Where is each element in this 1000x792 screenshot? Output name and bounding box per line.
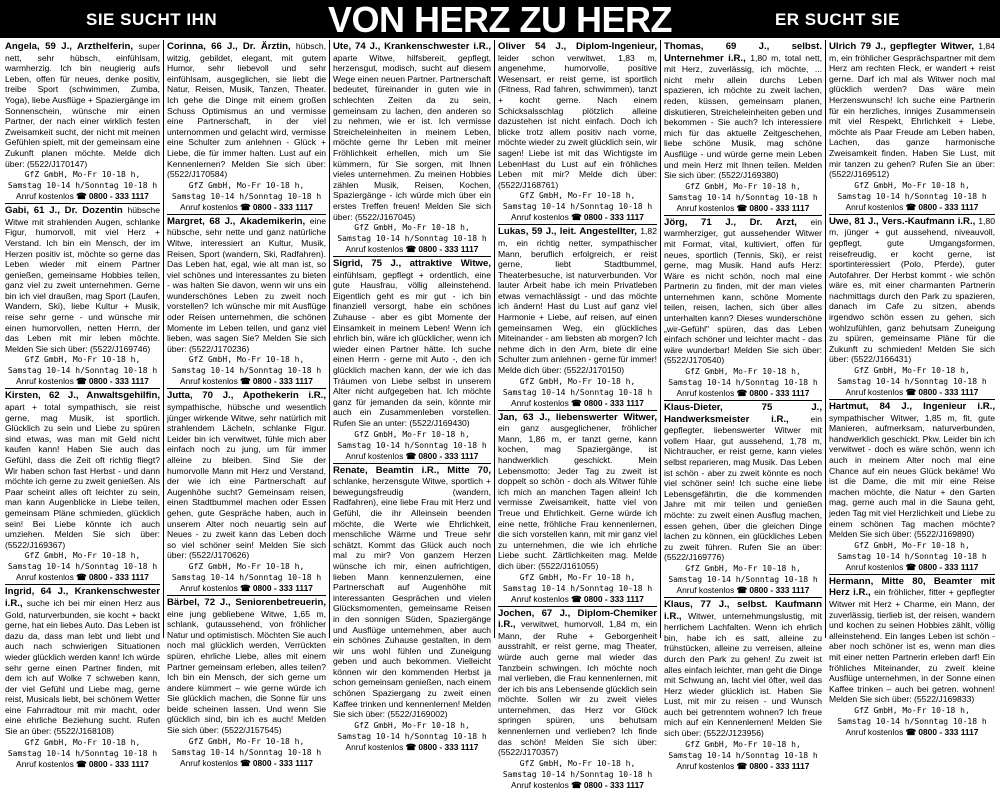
free-call-label: Anruf kostenlos bbox=[345, 244, 406, 255]
personal-ad bbox=[167, 389, 326, 596]
personal-ad bbox=[498, 607, 657, 792]
ad-headline: Jochen, 67 J., Diplom-Chemiker i.R., bbox=[498, 607, 657, 631]
opening-hours: Samstag 10-14 h/Sonntag 10-18 h bbox=[502, 583, 653, 593]
ad-text: Witwer, unternehmungslustig, mit herrlichem Lachfalten. Wenn ich ehrlich bin, habe ich es satt, alleine zu frühstücken, alleine zu verreisen, alleine durch den Park zu gehen! Zu zweit ist alles einfach leichter, man geht die Dinge mit Schwung an, lacht viel öfter, weil das Herz wieder glücklich ist. Haben Sie Lust, mit mir zu reisen - und Wunsch auch bei getrenntem wohnen? Ich freue mich auf ein Kennenlernen! Melden Sie sich über: (5522/J123956) bbox=[664, 610, 822, 739]
phone-line[interactable] bbox=[167, 202, 326, 212]
free-call-label: Anruf kostenlos bbox=[676, 760, 737, 771]
agency-line: GfZ GmbH, Mo-Fr 10-18 h, bbox=[854, 366, 970, 376]
ad-headline: Gabi, 61 J., Dr. Dozentin bbox=[5, 205, 128, 217]
opening-hours: Samstag 10-14 h/Sonntag 10-18 h bbox=[837, 716, 987, 726]
ad-headline: Jutta, 70 J., Apothekerin i.R., bbox=[167, 390, 326, 402]
phone-line[interactable] bbox=[333, 244, 491, 254]
free-call-label: Anruf kostenlos bbox=[345, 450, 406, 461]
agency-line: GfZ GmbH, Mo-Fr 10-18 h, bbox=[188, 180, 305, 190]
sie-sucht-ihn-label: SIE SUCHT IHN bbox=[86, 10, 218, 29]
agency-line: GfZ GmbH, Mo-Fr 10-18 h, bbox=[24, 737, 141, 747]
ad-text: leider schon verwitwet, 1,83 m, angenehme, humorvolle, positive Wesensart, er reist gerne, ist sportlich (Fitness, Rad fahren, schwimmen), tanzt + kocht gerne. Nach einem Schicksalsschlag plötzlich alleine dazustehen ist nicht einfach. Doch ich blicke trotz allem positiv nach vorne, möchte wieder zu zweit glücklich sein, wir sagen! Liebe ist mit das Wichtigste im LebenHast du Lust auf ein fröhliches Leben mit mir? Melde dich über: (5522/J168761) bbox=[498, 52, 657, 190]
ad-text: ein warmherziger, gut aussehender Witwer mit Format, vital, kultiviert, offen für neues, sportlich (Tennis, Ski), er reist gerne, mag Musik. Hand aufs Herz: Wäre es nicht schön, noch mal eine Partnerin zu finden, mit der man vieles unternehmen kann, schöne Momente teilen, reisen, lachen, sich über alles unterhalten kann? Dieses wunderschöne „wir-Gefühl" spüren, das das Leben einfach schöner und leichter macht - das wäre wunderbar! Melden Sie sich über: (5522/J170540) bbox=[664, 216, 822, 366]
free-call-label: Anruf kostenlos bbox=[511, 593, 572, 604]
phone-number[interactable]: ☎ 0800 - 333 1117 bbox=[736, 202, 810, 213]
opening-hours: Samstag 10-14 h/Sonntag 10-18 h bbox=[837, 377, 987, 387]
opening-hours: Samstag 10-14 h/Sonntag 10-18 h bbox=[668, 192, 818, 202]
free-call-label: Anruf kostenlos bbox=[845, 387, 906, 398]
free-call-label: Anruf kostenlos bbox=[180, 757, 241, 768]
phone-number[interactable]: ☎ 0800 - 333 1117 bbox=[736, 760, 810, 771]
free-call-label: Anruf kostenlos bbox=[676, 584, 737, 595]
ad-headline: Sigrid, 75 J., attraktive Witwe, bbox=[333, 258, 491, 270]
personal-ad bbox=[333, 40, 491, 257]
phone-number[interactable]: ☎ 0800 - 333 1117 bbox=[240, 757, 313, 768]
phone-line[interactable] bbox=[5, 572, 160, 582]
ad-headline: Lukas, 59 J., leit. Angestellter, bbox=[498, 226, 641, 238]
phone-line[interactable] bbox=[664, 203, 822, 213]
free-call-label: Anruf kostenlos bbox=[845, 201, 906, 212]
phone-line[interactable] bbox=[498, 212, 657, 222]
agency-line: GfZ GmbH, Mo-Fr 10-18 h, bbox=[354, 720, 470, 730]
phone-number[interactable]: ☎ 0800 - 333 1117 bbox=[240, 582, 313, 593]
free-call-label: Anruf kostenlos bbox=[845, 726, 906, 737]
agency-line: GfZ GmbH, Mo-Fr 10-18 h, bbox=[188, 736, 305, 746]
ad-headline: Hartmut, 84 J., Ingenieur i.R., bbox=[829, 401, 995, 413]
opening-hours: Samstag 10-14 h/Sonntag 10-18 h bbox=[171, 366, 322, 376]
opening-hours: Samstag 10-14 h/Sonntag 10-18 h bbox=[7, 562, 158, 572]
phone-line[interactable] bbox=[829, 562, 995, 572]
personal-ad bbox=[167, 40, 326, 215]
ad-text: suche ich bei mir einen Herz aus Gold, naturverbunden, sie kocht + backt gerne, hat ein liebes Auto. Das Leben ist dazu da, dass man lebt und liebt und auch nach schwierigen Situationen wieder glücklich werden kann! Ich würde sehr gerne einen Partner finden, mit dem ich auf Wolke 7 schweben kann, der viel Gefühl und Liebe mag, gerne reist, Musicals liebt, bei schönem Wetter eine Fahrradtour mit mir macht, oder eine ehrliche Beziehung sucht. Rufen Sie an über: (5522/J168108) bbox=[5, 597, 160, 737]
opening-hours: Samstag 10-14 h/Sonntag 10-18 h bbox=[502, 387, 653, 397]
ad-headline: Ingrid, 64 J., Krankenschwester i.R., bbox=[5, 586, 160, 609]
phone-number[interactable]: ☎ 0800 - 333 1117 bbox=[905, 387, 979, 398]
ad-headline: Jörg, 71 J., Dr. Arzt, bbox=[664, 216, 811, 228]
opening-hours: Samstag 10-14 h/Sonntag 10-18 h bbox=[837, 551, 987, 561]
agency-line: GfZ GmbH, Mo-Fr 10-18 h, bbox=[24, 355, 141, 365]
phone-number[interactable]: ☎ 0800 - 333 1117 bbox=[405, 244, 479, 255]
phone-line[interactable] bbox=[167, 376, 326, 386]
ad-headline: Ute, 74 J., Krankenschwester i.R., bbox=[333, 41, 491, 52]
personal-ad bbox=[498, 40, 657, 225]
phone-line[interactable] bbox=[5, 376, 160, 386]
free-call-label: Anruf kostenlos bbox=[511, 779, 572, 790]
agency-line: GfZ GmbH, Mo-Fr 10-18 h, bbox=[354, 429, 470, 439]
personal-ad bbox=[664, 598, 822, 773]
personal-ad bbox=[829, 400, 995, 575]
opening-hours: Samstag 10-14 h/Sonntag 10-18 h bbox=[7, 748, 158, 758]
opening-hours: Samstag 10-14 h/Sonntag 10-18 h bbox=[171, 572, 322, 582]
ad-headline: Bärbel, 72 J., Seniorenbetreuerin, bbox=[167, 596, 326, 608]
opening-hours: Samstag 10-14 h/Sonntag 10-18 h bbox=[668, 750, 818, 760]
agency-line: GfZ GmbH, Mo-Fr 10-18 h, bbox=[519, 572, 636, 582]
phone-line[interactable] bbox=[167, 583, 326, 593]
ad-headline: Ulrich 79 J., gepflegter Witwer, bbox=[829, 41, 979, 52]
phone-number[interactable]: ☎ 0800 - 333 1117 bbox=[905, 726, 979, 737]
free-call-label: Anruf kostenlos bbox=[16, 758, 77, 769]
phone-number[interactable]: ☎ 0800 - 333 1117 bbox=[76, 376, 149, 387]
phone-line[interactable] bbox=[498, 398, 657, 408]
phone-number[interactable]: ☎ 0800 - 333 1117 bbox=[905, 201, 979, 212]
agency-line: GfZ GmbH, Mo-Fr 10-18 h, bbox=[854, 705, 970, 715]
personal-ad bbox=[5, 204, 160, 389]
personal-ad bbox=[333, 464, 491, 754]
opening-hours: Samstag 10-14 h/Sonntag 10-18 h bbox=[7, 181, 158, 191]
ad-headline: Uwe, 81 J., Vers.-Kaufmann i.R., bbox=[829, 215, 979, 227]
ad-headline: Corinna, 66 J., Dr. Ärztin, bbox=[167, 41, 296, 52]
ad-headline: Thomas, 69 J., selbst. Unternehmer i.R., bbox=[664, 41, 822, 64]
ad-headline: Jan, 63 J., liebenswerter Witwer, bbox=[498, 411, 657, 423]
opening-hours: Samstag 10-14 h/Sonntag 10-18 h bbox=[337, 731, 487, 741]
er-sucht-sie-label: ER SUCHT SIE bbox=[774, 10, 900, 29]
opening-hours: Samstag 10-14 h/Sonntag 10-18 h bbox=[337, 234, 487, 244]
free-call-label: Anruf kostenlos bbox=[676, 202, 737, 213]
free-call-label: Anruf kostenlos bbox=[180, 582, 241, 593]
phone-line[interactable] bbox=[5, 759, 160, 769]
phone-line[interactable] bbox=[167, 758, 326, 768]
agency-line: GfZ GmbH, Mo-Fr 10-18 h, bbox=[188, 561, 305, 571]
agency-line: GfZ GmbH, Mo-Fr 10-18 h, bbox=[854, 540, 970, 550]
agency-line: GfZ GmbH, Mo-Fr 10-18 h, bbox=[24, 551, 141, 561]
agency-line: GfZ GmbH, Mo-Fr 10-18 h, bbox=[519, 758, 636, 768]
personal-ad bbox=[829, 575, 995, 739]
ad-text: 1,82 m, ein richtig netter, sympathischer Mann, beruflich erfolgreich, er reist gerne, liebt Stadtbummel, Theaterbesuche, ist naturverbunden. Vor lauter Arbeit habe ich mein Privatleben etwas vernachlässigt - und das möchte ich ändern! Hast du Lust auf ganz viel Harmonie + Liebe, auf reisen, auf einen gemeinsamen Weg, ein glückliches Miteinander - am liebsten ab morgen? Ich nehme dich in den Arm, biete dir eine Schulter zum anlehnen - gerne für immer! Melde dich über: (5522/J170150) bbox=[498, 226, 657, 376]
free-call-label: Anruf kostenlos bbox=[511, 397, 572, 408]
personal-ad bbox=[5, 40, 160, 204]
phone-line[interactable] bbox=[498, 594, 657, 604]
opening-hours: Samstag 10-14 h/Sonntag 10-18 h bbox=[502, 202, 653, 212]
ad-text: ein fröhlicher, fitter + gepflegter Witwer mit Herz + Charme, ein Mann, der zuverlässig, tierlieb ist, der reisen, wandern und kochen zu seinen Hobbies zählt, völlig alleinstehend. Ein langes Leben ist schön - aber noch schöner ist es, wenn man dies mit einer netten Partnerin erleben darf! Ein fröhliches Miteinander, zu zweit kleine Ausflüge unternehmen, in der Sonne einen Kaffee trinken – auch bei getren. wohnen! Melden Sie sich über: (5522/J169833) bbox=[829, 587, 996, 705]
ad-headline: Kirsten, 62 J., Anwaltsgehilfin, bbox=[5, 390, 160, 402]
ad-text: 1,84 m, ein fröhlicher Gesprächspartner mit dem Herz am rechten Fleck, er wandert + reist gerne. Darf ich mal als Witwer noch mal glücklich werden? Das wäre mein Herzenswunsch! Ich suche eine Partnerin für ein herzliches, inniges Zusammensein mit viel Respekt, Ehrlichkeit + Liebe, möchte als Paar Freude am Leben haben, Lachen, das ganze harmonische Zweisamkeit finden. Haben Sie Lust, mit mir tanzen zu gehen? Rufen Sie an über: (5522/J169512) bbox=[829, 41, 995, 180]
ad-text: apart + total sympathisch, sie reist gerne, mag Musik, ist sportlich. Glücklich zu sein und Liebe zu spüren sind etwas, was man mit Geld nicht kaufen kann! Haben Sie auch das Gefühl, dass die Zeit oft richtig fliegt? Wir haben schon fast Herbst - und dann möchte ich gerne zu zweit genießen. Als Paar scheint alles oft leichter zu sein, man kann Augenblicke in Liebe teilen, gemeinsam Pläne schmieden, glücklich sein! Bei Liebe könnte ich auch umziehen. Melden Sie sich über: (5522/J169367) bbox=[5, 402, 160, 550]
phone-number[interactable]: ☎ 0800 - 333 1117 bbox=[571, 779, 644, 790]
ad-text: ein gepflegter, liebenswerter Witwer mit vollem Haar, gut aussehend, 1,78 m, Nichtraucher, er reist gerne, kann vieles selbst reparieren, mag Musik. Das Leben ist schön - aber zu zweit könnte es noch viel schöner sein! Ich suche eine liebe Lebensgefährtin, die die kommenden Jahre mit mir teilen und genießen möchte: zu zweit einen Ausflug machen, essen gehen, über die gleichen Dinge lachen zu können, ein glückliches Leben zu zweit führen. Rufen Sie an über: (5522/J169776) bbox=[664, 413, 822, 563]
phone-number[interactable]: ☎ 0800 - 333 1117 bbox=[405, 741, 479, 752]
agency-line: GfZ GmbH, Mo-Fr 10-18 h, bbox=[519, 191, 636, 201]
phone-line[interactable] bbox=[333, 742, 491, 752]
opening-hours: Samstag 10-14 h/Sonntag 10-18 h bbox=[171, 747, 322, 757]
ad-text: aparte Witwe, hilfsbereit, gepflegt, herzensgut, modisch, sucht auf diesem Wege einen neuen Partner. Partnerschaft bedeutet, füreinander in guten wie in schlechten Zeiten da zu sein, gemeinsam zu lachen, den anderen so zu nehmen, wie er ist. Ich vermisse Streicheleinheiten in meinem Leben, möchte gerne Ihr Leben mit meiner Fröhlichkeit erhellen, mich um Sie kümmern, für Sie sorgen, mit Ihnen vieles unternehmen. Zu meinen Hobbies zählen Musik, Reisen, Kochen, Spaziergänge - ich würde mich über ein erstes Treffen freuen! Melden Sie sich über: (5522/J167045) bbox=[333, 52, 491, 222]
ad-headline: Hermann, Mitte 80, Beamter mit Herz i.R., bbox=[829, 575, 995, 599]
opening-hours: Samstag 10-14 h/Sonntag 10-18 h bbox=[837, 191, 987, 201]
phone-number[interactable]: ☎ 0800 - 333 1117 bbox=[571, 397, 644, 408]
ad-column bbox=[330, 40, 495, 752]
page-title: VON HERZ ZU HERZ bbox=[327, 0, 672, 40]
personal-ad bbox=[167, 596, 326, 770]
personal-ad bbox=[5, 389, 160, 585]
agency-line: GfZ GmbH, Mo-Fr 10-18 h, bbox=[685, 739, 801, 749]
phone-line[interactable] bbox=[333, 451, 491, 461]
ad-headline: Oliver 54 J., Diplom-Ingenieur, bbox=[498, 41, 657, 52]
personal-ad bbox=[5, 585, 160, 770]
phone-number[interactable]: ☎ 0800 - 333 1117 bbox=[76, 758, 149, 769]
personal-ad bbox=[664, 216, 822, 401]
free-call-label: Anruf kostenlos bbox=[16, 191, 77, 202]
ad-text: einfühlsam, gepflegt + ordentlich, eine gute Hausfrau, völlig alleinstehend. Eigentlich geht es mir gut - ich bin finanziell versorgt, habe ein schönes Zuhause - aber es gibt Momente der Einsamkeit in meinem Leben! Wenn ich ehrlich bin, wäre ich glücklicher, wenn ich wieder einen Partner hätte. Ich suche einen Herrn - gerne mit Auto -, den ich glücklich machen kann, der wie ich das Träumen von Liebe selbst in unserem Alter nicht aufgegeben hat. Ich möchte ganz für jemanden da sein, könnte mir auch ein Zusammenleben vorstellen. Rufen Sie an unter: (5522/J169430) bbox=[333, 269, 491, 428]
ad-headline: Klaus, 77 J., selbst. Kaufmann i.R., bbox=[664, 598, 822, 622]
personal-ad bbox=[333, 257, 491, 464]
free-call-label: Anruf kostenlos bbox=[345, 741, 406, 752]
personal-ad bbox=[664, 40, 822, 216]
opening-hours: Samstag 10-14 h/Sonntag 10-18 h bbox=[502, 769, 653, 779]
ad-headline: Klaus-Dieter, 75 J., Handwerksmeister i.R., bbox=[664, 402, 822, 425]
phone-number[interactable]: ☎ 0800 - 333 1117 bbox=[405, 450, 479, 461]
ad-text: 1,80 m, total nett, mit Herz, zuverlässig, ich möchte, ... nicht mehr allein durchs Leben spazieren, ich möchte zu zweit lachen, reden, küssen, gemeinsam planen, diskutieren, Streicheleinheiten geben und bekommen - Sie auch? Ich interessiere mich für das aktuelle Zeitgeschehen, liebe schöne Musik, mag schöne Ausflüge - und würde gerne mein Leben und mein Herz mit Ihnen teilen. Melden Sie sich über: (5522/J169380) bbox=[664, 52, 822, 181]
agency-line: GfZ GmbH, Mo-Fr 10-18 h, bbox=[685, 367, 801, 377]
phone-number[interactable]: ☎ 0800 - 333 1117 bbox=[76, 572, 149, 583]
phone-line[interactable] bbox=[664, 761, 822, 771]
free-call-label: Anruf kostenlos bbox=[180, 376, 241, 387]
phone-line[interactable] bbox=[829, 727, 995, 737]
free-call-label: Anruf kostenlos bbox=[16, 572, 77, 583]
agency-line: GfZ GmbH, Mo-Fr 10-18 h, bbox=[354, 223, 470, 233]
personal-ad bbox=[498, 225, 657, 410]
ad-headline: Angela, 59 J., Arzthelferin, bbox=[5, 41, 139, 52]
phone-line[interactable] bbox=[498, 780, 657, 790]
free-call-label: Anruf kostenlos bbox=[180, 201, 241, 212]
phone-line[interactable] bbox=[829, 387, 995, 397]
personal-ad bbox=[498, 411, 657, 607]
ad-text: ein ganz ausgeglichener, fröhlicher Mann, 1,86 m, er tanzt gerne, kann kochen, mag Spaziergänge, ist handwerklich geschickt. Mein Lebensmotto: Jeder Tag zu zweit ist doppelt so schön - doch als Witwer fühle ich mich an manchen Tagen allein! Ich vermisse Zweisamkeit, hatte viel von Treue und Ehrlichkeit. Gerne würde ich eine nette, fröhliche Frau kennenlernen, die sich vorstellen kann, mit mir ganz viel zu unternehmen, die wie ich ehrliche Liebe sucht. Zärtlichkeiten mag. Melde dich über: (5522/J161055) bbox=[498, 423, 657, 571]
ad-text: hübsche Witwe mit strahlenden Augen, schlanke Figur, humorvoll, mit viel Herz + Verstand. Ich bin ein Mensch, der im Herzen positiv ist, möchte so gerne das Leben wieder mit einem Partner genießen, gemeinsame Hobbies teilen, ganz viel zu zweit unternehmen. Gerne bin ich viel draußen, mag Sport (Laufen, Wandern, Ski), liebe Kultur + Musik, reise sehr gerne - und wünsche mir einen humorvollen, netten Herrn, der das Leben mit mir leben möchte. Melden Sie sich über: (5522/J169746) bbox=[5, 205, 160, 354]
personal-ad bbox=[664, 401, 822, 598]
ad-text: verwitwet, humorvoll, 1,84 m, ein Mann, der Ruhe + Geborgenheit ausstrahlt, er reist gerne, mag Theater, würde auch gerne mal wieder das Tanzbein schwingen. Ich möchte noch mal verlieben, die Frau kennenlernen, mit der ich bis ans Lebensende glücklich sein möchte. Sollen wir zu zweit vieles unternehmen, das Herz vor Glück springen spüren, uns behutsam kennenlernen und verlieben? Ich finde das schön! Melden Sie sich über: (5522/J170357) bbox=[498, 619, 657, 758]
ad-text: hübsch, witzig, gebildet, elegant, mit gutem Humor, sehr liebevoll und sehr einfühlsam, ausgeglichen, sie liebt die Natur, Reisen, Musik, Tanzen, Theater. Ich gehe die Dinge mit einem großen Schuss Optimismus an und vermisse eine Partnerschaft, in der viel unternommen und gelacht wird, vermisse eine Schulter zum anlehnen - Glück + Liebe, die für immer halten. Lust auf ein Kennenlernen? Melden Sie sich über: (5522/J170584) bbox=[167, 41, 326, 180]
opening-hours: Samstag 10-14 h/Sonntag 10-18 h bbox=[171, 191, 322, 201]
personal-ad bbox=[167, 215, 326, 390]
personal-ad bbox=[829, 40, 995, 215]
ad-text: schlanke, herzensgute Witwe, sportlich + bewegungsfreudig (wandern, Radfahren), eine liebe Frau mit Herz und Gefühl, die ihr Alleinsein beenden möchte, die Werte wie Ehrlichkeit, menschliche Wärme und Treue sehr schätzt. Kommt das Glück auch noch mal zu mir? Von ganzem Herzen wünsche ich mir, einen aufrichtigen, lieben Mann kennenzulernen, eine Partnerschaft auf Augenhöhe mit interessanten Gesprächen und vielen Glücksmomenten, gemeinsame Reisen in den sonnigen Süden, Spaziergänge und Ausflüge unternehmen, aber auch ein schönes Zuhause gestalten, in dem wir uns wohl fühlen und Zuneigung geben und auch bekommen. Vielleicht können wir den kommenden Herbst ja schon gemeinsam genießen, nach einem schönen Spaziergang zu zweit einen Kaffee trinken und kennenlernen! Melden Sie sich über: (5522/J169002) bbox=[333, 476, 491, 720]
ad-column bbox=[826, 40, 998, 737]
opening-hours: Samstag 10-14 h/Sonntag 10-18 h bbox=[7, 366, 158, 376]
phone-line[interactable] bbox=[664, 585, 822, 595]
opening-hours: Samstag 10-14 h/Sonntag 10-18 h bbox=[668, 378, 818, 388]
phone-number[interactable]: ☎ 0800 - 333 1117 bbox=[736, 584, 810, 595]
agency-line: GfZ GmbH, Mo-Fr 10-18 h, bbox=[519, 376, 636, 386]
agency-line: GfZ GmbH, Mo-Fr 10-18 h, bbox=[854, 180, 970, 190]
header-banner bbox=[0, 0, 1000, 38]
free-call-label: Anruf kostenlos bbox=[16, 376, 77, 387]
ad-text: 1,80 m, jünger + gut aussehend, niveauvoll, gepflegt, gute Umgangsformen, reisefreudig, er kocht gerne, ist sportinteressiert (Polo, Pferde), guter Autofahrer. Der Herbst kommt - wie schön wäre es, mit einer charmanten Partnerin nachmittags durch den Park zu spazieren, danach im Cafe zu sitzen, abends irgendwo schön essen zu gehen, sich wohlzufühlen, ganz behutsam Zuneigung zu spüren, gemeinsame Pläne für die Zukunft zu schmieden! Melden Sie sich über: (5522/J166431) bbox=[829, 215, 995, 365]
phone-line[interactable] bbox=[5, 191, 160, 201]
phone-number[interactable]: ☎ 0800 - 333 1117 bbox=[240, 376, 313, 387]
agency-line: GfZ GmbH, Mo-Fr 10-18 h, bbox=[685, 563, 801, 573]
ads-columns bbox=[2, 40, 998, 790]
ad-text: sympathischer Witwer, 1,85 m, fit, gute Manieren, aufmerksam, naturverbunden, handwerklich geschickt. Pkw. Leider bin ich verwitwet - doch es wäre schön, wenn ich auch in meinem Alter noch mal eine Chance auf ein neues Glück bekäme! Wo ist die Dame, die mit mir eine Reise machen möchte, die Natur + den Garten mag, gerne auch mal in die Sauna geht, jeden Tag mit viel Herzlichkeit und Liebe zu einem schönen Tag machen möchte? Melden Sie sich über: (5522/J169890) bbox=[829, 412, 995, 540]
ad-column bbox=[661, 40, 826, 771]
free-call-label: Anruf kostenlos bbox=[511, 212, 572, 223]
phone-line[interactable] bbox=[829, 202, 995, 212]
ad-headline: Renate, Beamtin i.R., Mitte 70, bbox=[333, 464, 491, 476]
ad-text: eine hübsche, sehr nette und ganz natürliche Witwe, interessiert an Kultur, Musik, Reisen, Sport (wandern, Ski, Radfahren). Das Leben hat, egal, wie alt man ist, so viel schönes und interessantes zu bieten - was halten Sie davon, wenn wir uns ein wunderschönes Leben zu zweit noch vorstellen? Ich wünsche mir mit Ausflüge oder Reisen unternehmen, die schönen Momente im Leben teilen, und ganz viel lieben, was sagen Sie? Melden Sie sich über: (5522/J170236) bbox=[167, 215, 326, 354]
ad-text: super nett, sehr hübsch, einfühlsam, warmherzig. Ich bin neugierig aufs Leben, offen für neues, denke positiv, treibe Sport (schwimmen, Zumba, Yoga), liebe Ausflüge + Spaziergänge im Sonnenschein, wünsche mir einen Partner, der nach einer wirklich festen Zweisamkeit sucht, der nicht mit meinen Gefühlen spielt, mit der gemeinsam eine Zukunft planen möchte. Melde dich über: (5522/J170147) bbox=[5, 41, 160, 169]
phone-number[interactable]: ☎ 0800 - 333 1117 bbox=[571, 593, 644, 604]
agency-line: GfZ GmbH, Mo-Fr 10-18 h, bbox=[188, 355, 305, 365]
phone-number[interactable]: ☎ 0800 - 333 1117 bbox=[905, 561, 979, 572]
ad-headline: Margret, 68 J., Akademikerin, bbox=[167, 215, 310, 227]
personal-ad bbox=[829, 215, 995, 400]
ad-column bbox=[495, 40, 661, 790]
free-call-label: Anruf kostenlos bbox=[676, 388, 737, 399]
ad-column bbox=[2, 40, 164, 769]
agency-line: GfZ GmbH, Mo-Fr 10-18 h, bbox=[24, 170, 141, 180]
ad-text: eine jung gebliebene Witwe, 1,65 m, schlank, gutaussehend, von fröhlicher Natur und optimistisch. Möchten Sie auch noch mal glücklich werden, Verrückten spüren, ehrliche Liebe, alles mit einem Partner gemeinsam erleben, alles teilen? Ich bin ein Mensch, der sich gerne um andere kümmert – wie gerne würde ich Sie glücklich machen, die Sonne für uns beide scheinen lassen. Und wenn Sie glücklich sind, bin ich es auch! Melden Sie sich über: (5522/J157545) bbox=[167, 608, 326, 736]
phone-number[interactable]: ☎ 0800 - 333 1117 bbox=[736, 388, 810, 399]
opening-hours: Samstag 10-14 h/Sonntag 10-18 h bbox=[668, 574, 818, 584]
opening-hours: Samstag 10-14 h/Sonntag 10-18 h bbox=[337, 440, 487, 450]
phone-number[interactable]: ☎ 0800 - 333 1117 bbox=[240, 201, 313, 212]
free-call-label: Anruf kostenlos bbox=[845, 561, 906, 572]
phone-number[interactable]: ☎ 0800 - 333 1117 bbox=[76, 191, 149, 202]
ad-text: sympathische, hübsche und wesentlich jünger wirkende Witwe, sehr natürlich mit strahlendem Lächeln, schlanke Figur. Leider bin ich verwitwet, fühle mich aber einfach noch zu jung, um für immer alleine zu bleiben. Sind Sie der humorvolle Mann mit Herz und Verstand, der wie ich eine Partnerschaft auf Augenhöhe sucht? Gemeinsam reisen, einen Stadtbummel machen oder Essen gehen, gute Gespräche haben, auch in unserem Alter noch neuartig sein auf Neues - zu zweit kann das Leben doch so viel schöner sein! Melden Sie sich über: (5522/J170626) bbox=[167, 402, 326, 561]
ad-column bbox=[164, 40, 330, 768]
agency-line: GfZ GmbH, Mo-Fr 10-18 h, bbox=[685, 181, 801, 191]
phone-number[interactable]: ☎ 0800 - 333 1117 bbox=[571, 212, 644, 223]
phone-line[interactable] bbox=[664, 388, 822, 398]
